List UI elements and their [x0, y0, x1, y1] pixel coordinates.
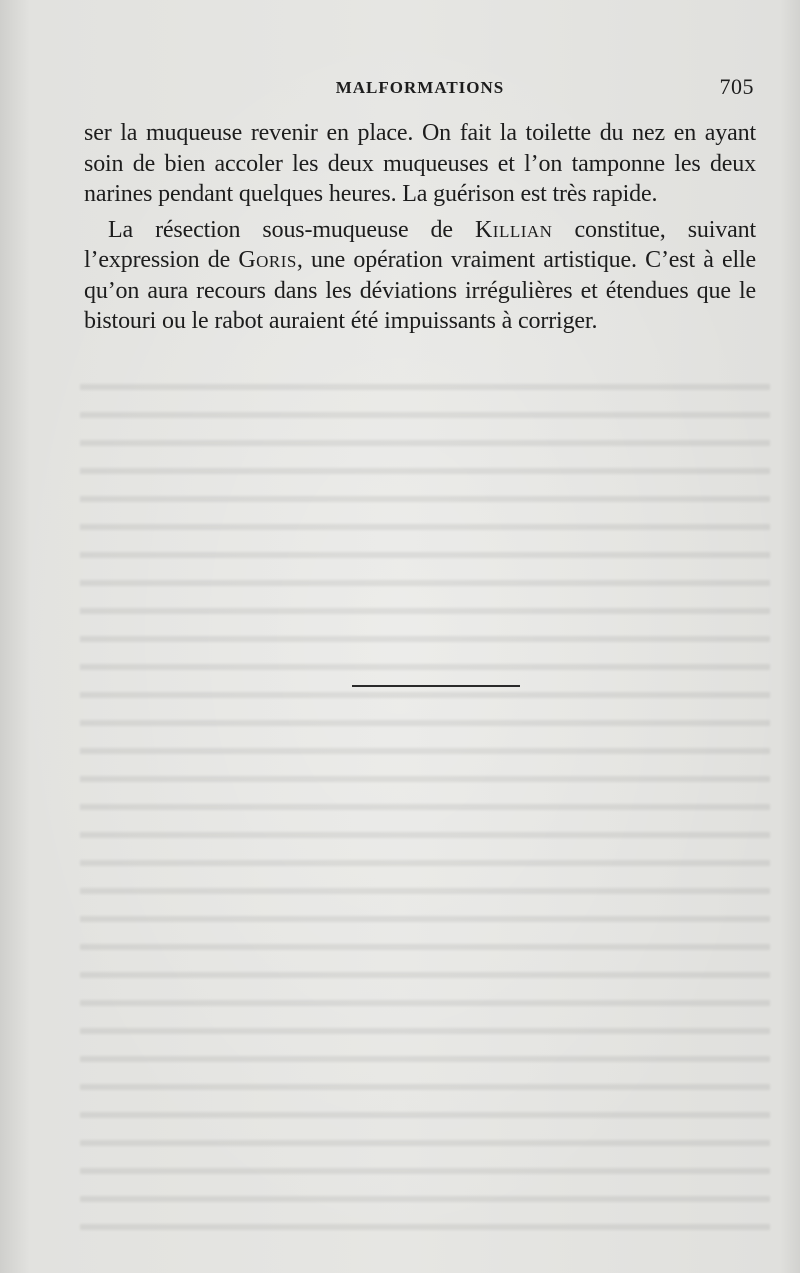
paragraph-2-text-a: La résection sous-muqueuse de [108, 216, 475, 243]
paragraph-2-text-b: constitue, suivant l’expression de [84, 216, 756, 273]
body-text [84, 118, 756, 337]
running-head: MALFORMATIONS [335, 78, 505, 97]
author-name-goris: Goris [238, 247, 297, 273]
section-end-rule [352, 685, 520, 687]
page-header [84, 74, 756, 102]
author-name-killian: Killian [474, 216, 553, 243]
page-number: 705 [719, 74, 754, 99]
paragraph-1: ser la muqueuse revenir en place. On fait la toilette du nez en ayant soin de bien accoler les deux muqueuses et l’on tamponne les deux narines pendant quelques heures. La guérison est très rapide. [84, 120, 756, 207]
bleed-through-texture [80, 370, 770, 1230]
paragraph-2-text-c: , une opération vraiment artistique. C’est à elle qu’on aura recours dans les déviations irrégulières et étendues que le bistouri ou le rabot auraient été impuissants à corriger. [84, 247, 757, 334]
paragraph-2 [84, 215, 756, 337]
